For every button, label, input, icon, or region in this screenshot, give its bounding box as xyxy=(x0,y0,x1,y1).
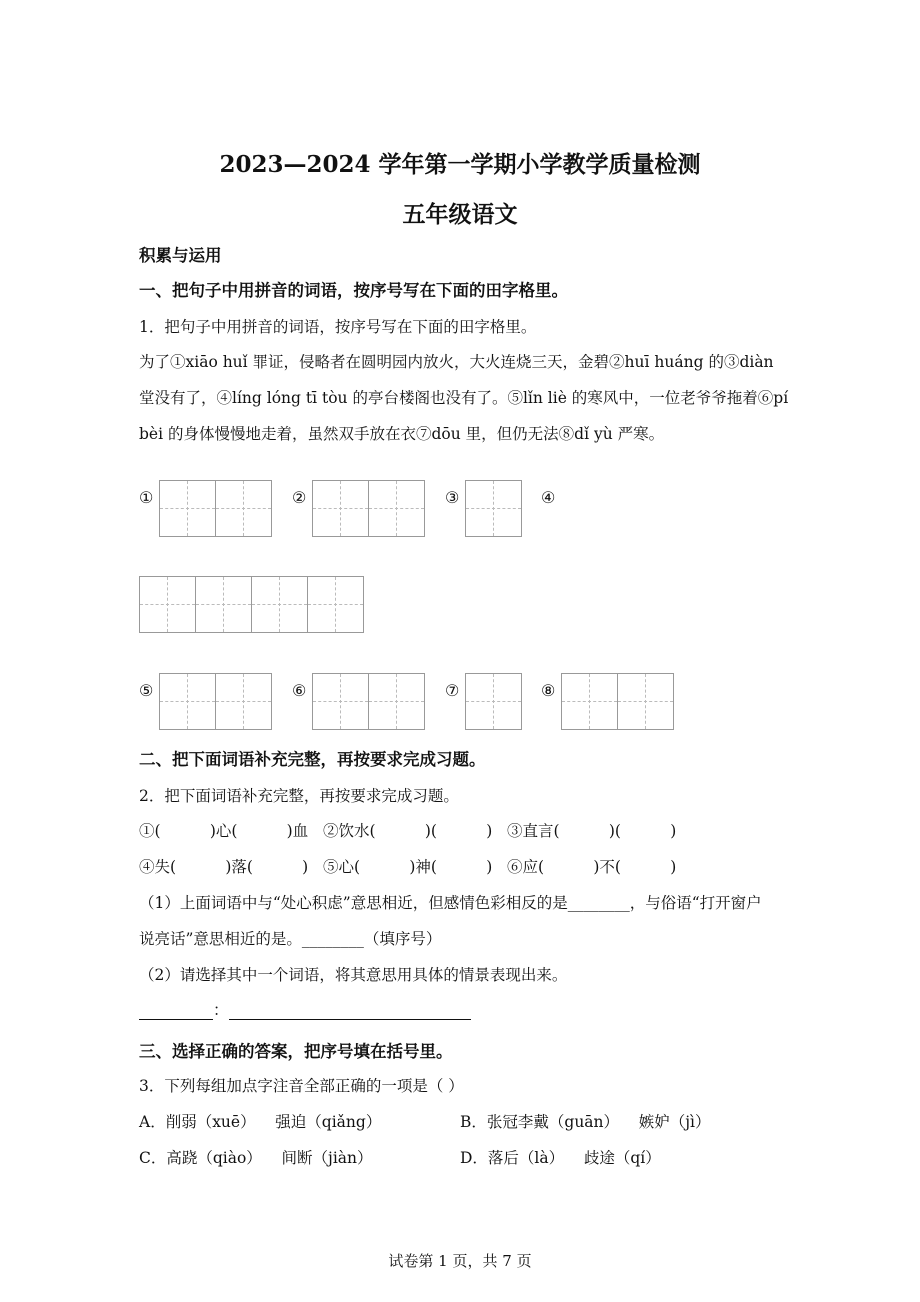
q2-sub1-line2: 说亮话”意思相近的是。________（填序号） xyxy=(139,930,442,948)
box-label-2: ② xyxy=(292,488,307,507)
box-label-6: ⑥ xyxy=(292,681,307,700)
box-label-8: ⑧ xyxy=(541,681,556,700)
q3-prompt: 3．下列每组加点字注音全部正确的一项是（ ） xyxy=(139,1077,464,1095)
tianzige-1[interactable] xyxy=(159,480,272,537)
q2-prompt: 2．把下面词语补充完整，再按要求完成习题。 xyxy=(139,787,459,805)
tianzige-4[interactable] xyxy=(139,576,364,633)
tianzige-6[interactable] xyxy=(312,673,425,730)
q2-answer-line[interactable] xyxy=(139,998,471,1020)
q2-idioms-row2[interactable]: ④失( )落( ) ⑤心( )神( ) ⑥应( )不( ) xyxy=(139,858,677,876)
q3-heading: 三、选择正确的答案，把序号填在括号里。 xyxy=(139,1042,453,1061)
answer-blank-word[interactable] xyxy=(139,1001,213,1020)
q3-option-b[interactable]: B．张冠李戴（guān） 嫉妒（jì） xyxy=(460,1113,711,1131)
q1-sentence-line3: bèi 的身体慢慢地走着，虽然双手放在衣⑦dōu 里，但仍无法⑧dǐ yù 严寒。 xyxy=(139,425,665,443)
q1-sentence-line1: 为了①xiāo huǐ 罪证，侵略者在圆明园内放火，大火连烧三天，金碧②huī huáng 的③diàn xyxy=(139,353,774,371)
tianzige-7[interactable] xyxy=(465,673,522,730)
box-label-1: ① xyxy=(139,488,154,507)
answer-colon: ： xyxy=(213,1001,229,1019)
q2-sub2: （2）请选择其中一个词语，将其意思用具体的情景表现出来。 xyxy=(139,966,568,984)
tianzige-5[interactable] xyxy=(159,673,272,730)
q3-option-d[interactable]: D．落后（là） 歧途（qí） xyxy=(460,1149,661,1167)
q1-heading: 一、把句子中用拼音的词语，按序号写在下面的田字格里。 xyxy=(139,281,568,300)
page-footer: 试卷第 1 页，共 7 页 xyxy=(388,1252,532,1270)
box-label-5: ⑤ xyxy=(139,681,154,700)
exam-subtitle: 五年级语文 xyxy=(402,201,518,228)
exam-title: 2023—2024 学年第一学期小学教学质量检测 xyxy=(219,151,701,178)
box-label-4: ④ xyxy=(541,488,556,507)
box-label-7: ⑦ xyxy=(445,681,460,700)
box-label-3: ③ xyxy=(445,488,460,507)
q2-sub1-line1: （1）上面词语中与“处心积虑”意思相近，但感情色彩相反的是________，与俗语“打开窗户 xyxy=(139,894,762,912)
q2-heading: 二、把下面词语补充完整，再按要求完成习题。 xyxy=(139,750,486,769)
q3-option-c[interactable]: C．高跷（qiào） 间断（jiàn） xyxy=(139,1149,373,1167)
answer-blank-description[interactable] xyxy=(229,1001,471,1020)
q1-sentence-line2: 堂没有了，④líng lóng tī tòu 的亭台楼阁也没有了。⑤lǐn liè 的寒风中，一位老爷爷拖着⑥pí xyxy=(139,389,789,407)
tianzige-2[interactable] xyxy=(312,480,425,537)
q2-idioms-row1[interactable]: ①( )心( )血 ②饮水( )( ) ③直言( )( ) xyxy=(139,822,677,840)
section-label: 积累与运用 xyxy=(139,246,222,265)
q3-option-a[interactable]: A．削弱（xuē） 强迫（qiǎng） xyxy=(139,1113,382,1131)
tianzige-8[interactable] xyxy=(561,673,674,730)
tianzige-3[interactable] xyxy=(465,480,522,537)
q1-prompt: 1．把句子中用拼音的词语，按序号写在下面的田字格里。 xyxy=(139,318,537,336)
